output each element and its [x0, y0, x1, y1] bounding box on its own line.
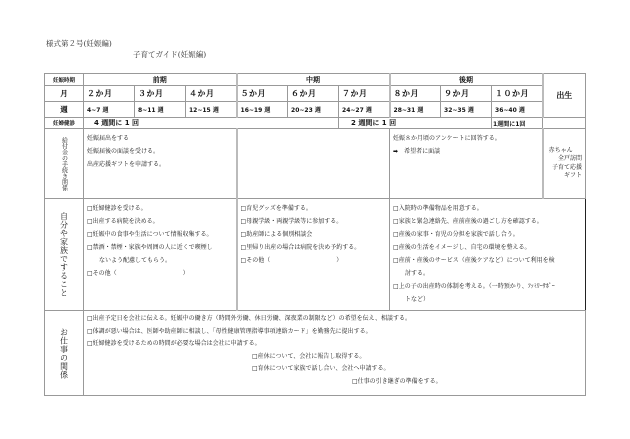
checklist-item[interactable]: □助産師による個別相談会	[240, 231, 313, 238]
baby-visit-line: 全戸訪問	[558, 155, 583, 162]
week-cell: 8~11 週	[135, 102, 186, 118]
baby-visit-line: ギフト	[564, 172, 583, 179]
procedures-early	[84, 129, 237, 199]
checklist-item[interactable]: □入院時の準備物品を用意する。	[393, 205, 483, 212]
checklist-item-continued: トなど）	[405, 296, 430, 303]
checkup-every-4-weeks: 4 週間に 1 回	[84, 118, 339, 129]
phase-late: 後期	[390, 74, 543, 86]
self-family-row	[45, 199, 586, 311]
checklist-item[interactable]: □産後の生活をイメージし、自宅の環境を整える。	[393, 244, 531, 251]
week-cell: 32~35 週	[441, 102, 492, 118]
checklist-item[interactable]: □妊婦健診を受ける。	[87, 205, 147, 212]
procedures-row	[45, 129, 586, 199]
checkup-every-1-week: 1週間に1回	[492, 118, 543, 129]
month-cell: １０か月	[492, 86, 543, 102]
checklist-item[interactable]: □里帰り出産の場合は病院を決め予約する。	[240, 244, 361, 251]
work-checklist-item[interactable]: □育休について家族で話し合い、会社へ申請する。	[252, 365, 390, 372]
month-cell: ４か月	[186, 86, 237, 102]
week-cell: 16~19 週	[237, 102, 288, 118]
period-label: 妊娠時期	[45, 74, 84, 86]
month-cell: ６か月	[288, 86, 339, 102]
month-cell: ９か月	[441, 86, 492, 102]
work-row	[45, 311, 586, 396]
work-checklist-item[interactable]: □仕事の引き継ぎの準備をする。	[352, 377, 442, 385]
checklist-item[interactable]: □家族と緊急連絡先、産前産後の過ごし方を確認する。	[393, 218, 543, 225]
checklist-item[interactable]: □出産する病院を決める。	[87, 218, 159, 225]
procedure-item: 妊娠届出をする	[87, 135, 130, 142]
week-label: 週	[45, 102, 84, 118]
procedures-label: 給付金の手続き関係	[60, 136, 68, 191]
work-label: お仕事の関係	[59, 327, 69, 379]
phase-middle: 中期	[237, 74, 390, 86]
month-row	[45, 86, 586, 102]
document-title: 子育てガイド(妊娠編)	[133, 50, 207, 59]
checkup-row	[45, 118, 586, 129]
self-family-middle	[237, 199, 390, 311]
month-cell: ２か月	[84, 86, 135, 102]
checklist-item[interactable]: □産後の家事・育児の分担を家族で話し合う。	[393, 231, 519, 238]
month-cell: ７か月	[339, 86, 390, 102]
checklist-item[interactable]: □上の子の出産時の体制を考える。（一時預かり、ﾌｧﾐﾘｰｻﾎﾟｰ	[393, 283, 555, 290]
week-cell: 36~40 週	[492, 102, 543, 118]
week-row	[45, 102, 586, 118]
interview-text: 希望者に面談	[404, 148, 441, 155]
form-number: 様式第２号(妊娠編)	[46, 39, 112, 48]
self-family-late	[390, 199, 586, 311]
work-checklist-item[interactable]: □妊婦健診を受けるための時間が必要な場合は会社に申請する。	[87, 340, 261, 347]
week-cell: 12~15 週	[186, 102, 237, 118]
week-cell: 4~7 週	[84, 102, 135, 118]
month-cell: ８か月	[390, 86, 441, 102]
checklist-item[interactable]: □禁酒・禁煙・家族や周囲の人に近くで喫煙し	[87, 244, 213, 251]
checklist-item-other[interactable]: □その他（ ）	[240, 257, 343, 264]
checkup-birth-empty	[543, 118, 586, 129]
checklist-item[interactable]: □育児グッズを準備する。	[240, 205, 312, 212]
checkup-label: 妊婦健診	[45, 118, 84, 129]
procedures-label-cell	[45, 129, 84, 199]
checkup-every-2-weeks: 2 週間に 1 回	[339, 118, 492, 129]
procedures-middle	[237, 129, 390, 199]
work-items	[84, 311, 586, 396]
work-checklist-item[interactable]: □産休について、会社に報告し取得する。	[252, 352, 366, 360]
procedures-birth	[543, 129, 586, 199]
checklist-item[interactable]: □母親学級・両親学級等に参加する。	[240, 218, 343, 225]
work-label-cell	[45, 311, 84, 396]
month-cell: ５か月	[237, 86, 288, 102]
checklist-item[interactable]: □産前・産後のサービス（産後ケアなど）について利用を検	[393, 257, 555, 264]
checklist-item-other[interactable]: □その他（ ）	[87, 270, 189, 277]
baby-visit-line: 子育て応援	[552, 163, 583, 171]
self-family-label: 自分や家族ですること	[59, 212, 69, 297]
week-cell: 20~23 週	[288, 102, 339, 118]
week-cell: 24~27 週	[339, 102, 390, 118]
checklist-item-continued: 討する。	[405, 270, 430, 277]
week-cell: 28~31 週	[390, 102, 441, 118]
work-checklist-item[interactable]: □体調が悪い場合は、医師や助産師に相談し、「母性健康管理指導事項連絡カード」を勤務先に提出する。	[87, 327, 372, 335]
right-arrow-icon: ➡	[393, 148, 399, 155]
interview-item	[393, 145, 539, 158]
work-checklist-item[interactable]: □出産予定日を会社に伝える。妊娠中の働き方（時間外労働、休日労働、深夜業の制限など）の希望を伝え、相談する。	[87, 315, 412, 322]
phase-early: 前期	[84, 74, 237, 86]
procedure-item: 出産応援ギフトを申請する。	[87, 161, 166, 168]
pregnancy-guide-table	[44, 73, 586, 396]
baby-visit-line: 赤ちゃん	[548, 146, 573, 154]
survey-item: 妊娠８か月頃のアンケートに回答する。	[393, 135, 501, 142]
procedures-late	[390, 129, 543, 199]
birth-header: 出生	[543, 74, 586, 118]
month-cell: ３か月	[135, 86, 186, 102]
period-row	[45, 74, 586, 86]
checklist-item-continued: ないよう配慮してもらう。	[99, 257, 172, 264]
checklist-item[interactable]: □妊娠中の食事や生活について情報収集する。	[87, 231, 213, 238]
self-family-early	[84, 199, 237, 311]
procedure-item: 妊娠届後の面談を受ける。	[87, 148, 160, 155]
self-family-label-cell	[45, 199, 84, 311]
month-label: 月	[45, 86, 84, 102]
